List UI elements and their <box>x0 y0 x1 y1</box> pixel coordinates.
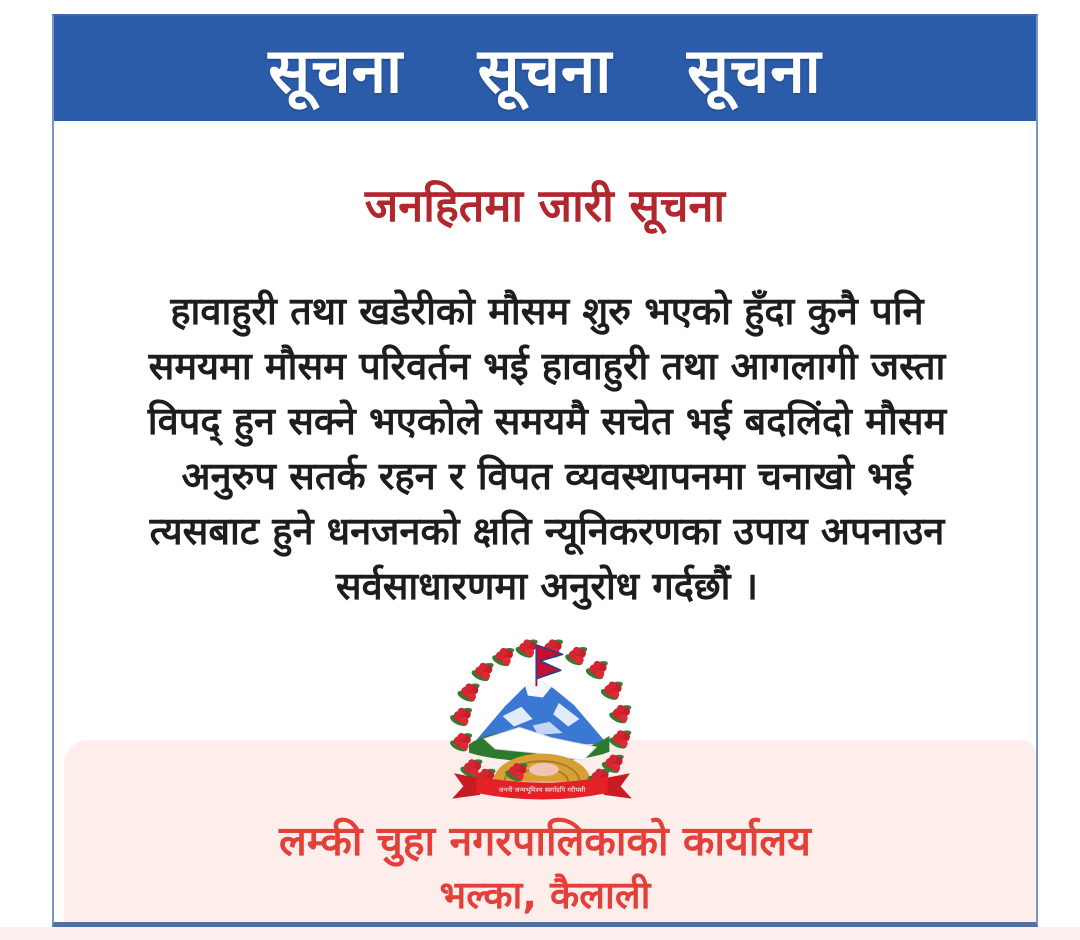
nepal-emblem <box>439 636 645 816</box>
nepal-emblem-graphic <box>439 636 645 816</box>
body-line: समयमा मौसम परिवर्तन भई हावाहुरी तथा आगलागी जस्ता <box>148 344 946 388</box>
emblem-motto: जननी जन्मभूमिश्च स्वर्गादपि गरीयसी <box>498 786 586 795</box>
body-line: विपद् हुन सक्ने भएकोले समयमै सचेत भई बदलिंदो मौसम <box>147 399 947 443</box>
emblem-hands <box>529 763 559 776</box>
notice-card <box>52 14 1038 928</box>
page-bottom-strip <box>0 927 1080 940</box>
body-line: सर्वसाधारणमा अनुरोध गर्दछौं । <box>335 564 759 608</box>
notice-header-banner <box>54 16 1036 121</box>
body-line: हावाहुरी तथा खडेरीको मौसम शुरु भएको हुँदा कुनै पनि <box>170 289 924 333</box>
notice-body-paragraph <box>122 284 972 614</box>
body-line: अनुरुप सतर्क रहन र विपत व्यवस्थापनमा चनाखो भई <box>181 454 913 498</box>
header-title: सूचना सूचना सूचना <box>268 33 822 107</box>
footer-address: भल्का, कैलाली <box>439 873 651 917</box>
body-line: त्यसबाट हुने धनजनको क्षति न्यूनिकरणका उपाय अपनाउन <box>149 509 945 553</box>
notice-subheading: जनहितमा जारी सूचना <box>364 179 726 232</box>
footer-office-name: लम्की चुहा नगरपालिकाको कार्यालय <box>279 817 811 865</box>
